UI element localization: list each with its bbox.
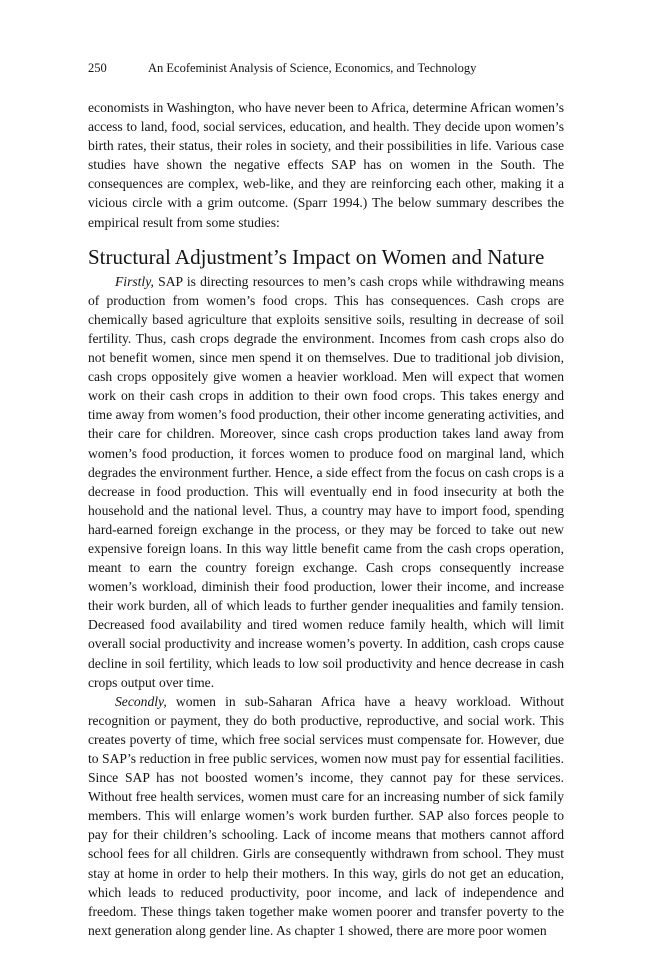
running-head (88, 60, 564, 76)
paragraph-text: SAP is directing resources to men’s cash crops while withdrawing means of production from women’s food crops. This has consequences. Cash crops are chemically based agriculture that exploits sensitive soils, resulting in decrease of soil fertility. Thus, cash crops degrade the environment. Incomes from cash crops also do not benefit women, since men spend it on themselves. Due to traditional job division, cash crops oppositely give women a heavier workload. Men will expect that women work on their cash crops in addition to their own food crops. This takes energy and time away from women’s food production, their other income generating activities, and their care for children. Moreover, since cash crops production takes land away from women’s food production, it forces women to produce food on marginal land, which degrades the environment further. Hence, a side effect from the focus on cash crops is a decrease in food production. This will eventually end in food insecurity at both the household and the national level. Thus, a country may have to import food, spending hard-earned foreign exchange in the process, or they may be forced to take out new expensive foreign loans. In this way little benefit came from the cash crops operation, meant to earn the country foreign exchange. Cash crops consequently increase women’s workload, diminish their food production, lower their income, and increase their work burden, all of which leads to further gender inequalities and family tension. Decreased food availability and tired women reduce family health, which will limit overall social productivity and increase women’s poverty. In addition, cash crops cause decline in soil fertility, which leads to low soil productivity and hence decrease in cash crops output over time. (88, 273, 564, 690)
paragraph-secondly (88, 692, 564, 940)
book-title: An Ecofeminist Analysis of Science, Economics, and Technology (148, 61, 477, 75)
book-page (88, 60, 564, 940)
section-heading: Structural Adjustment’s Impact on Women and Nature (88, 244, 545, 269)
paragraph-lead-word: Firstly, (115, 273, 154, 289)
paragraph-lead-word: Secondly, (115, 693, 167, 709)
paragraph-firstly (88, 272, 564, 692)
intro-paragraph: economists in Washington, who have never been to Africa, determine African women’s access to land, food, social services, education, and health. They decide upon women’s birth rates, their status, their roles in society, and their possibilities in life. Various case studies have shown the negative effects SAP has on women in the South. The consequences are complex, web-like, and they are reinforcing each other, making it a vicious circle with a grim outcome. (Sparr 1994.) The below summary describes the empirical result from some studies: (88, 100, 564, 230)
page-number: 250 (88, 61, 107, 75)
paragraph-text: women in sub-Saharan Africa have a heavy workload. Without recognition or payment, they do both productive, reproductive, and social work. This creates poverty of time, which free social services must compensate for. However, due to SAP’s reduction in free public services, women now must pay for essential facilities. Since SAP has not boosted women’s income, they cannot pay for these services. Without free health services, women must care for an increasing number of sick family members. This will enlarge women’s work burden further. SAP also forces people to pay for their children’s schooling. Lack of income means that mothers cannot afford school fees for all children. Girls are consequently withdrawn from school. They must stay at home in order to help their mothers. In this way, girls do not get an education, which leads to reduced productivity, poor income, and lack of independence and freedom. These things taken together make women poorer and transfer poverty to the next generation along gender line. As chapter 1 showed, there are more poor women (88, 693, 564, 938)
